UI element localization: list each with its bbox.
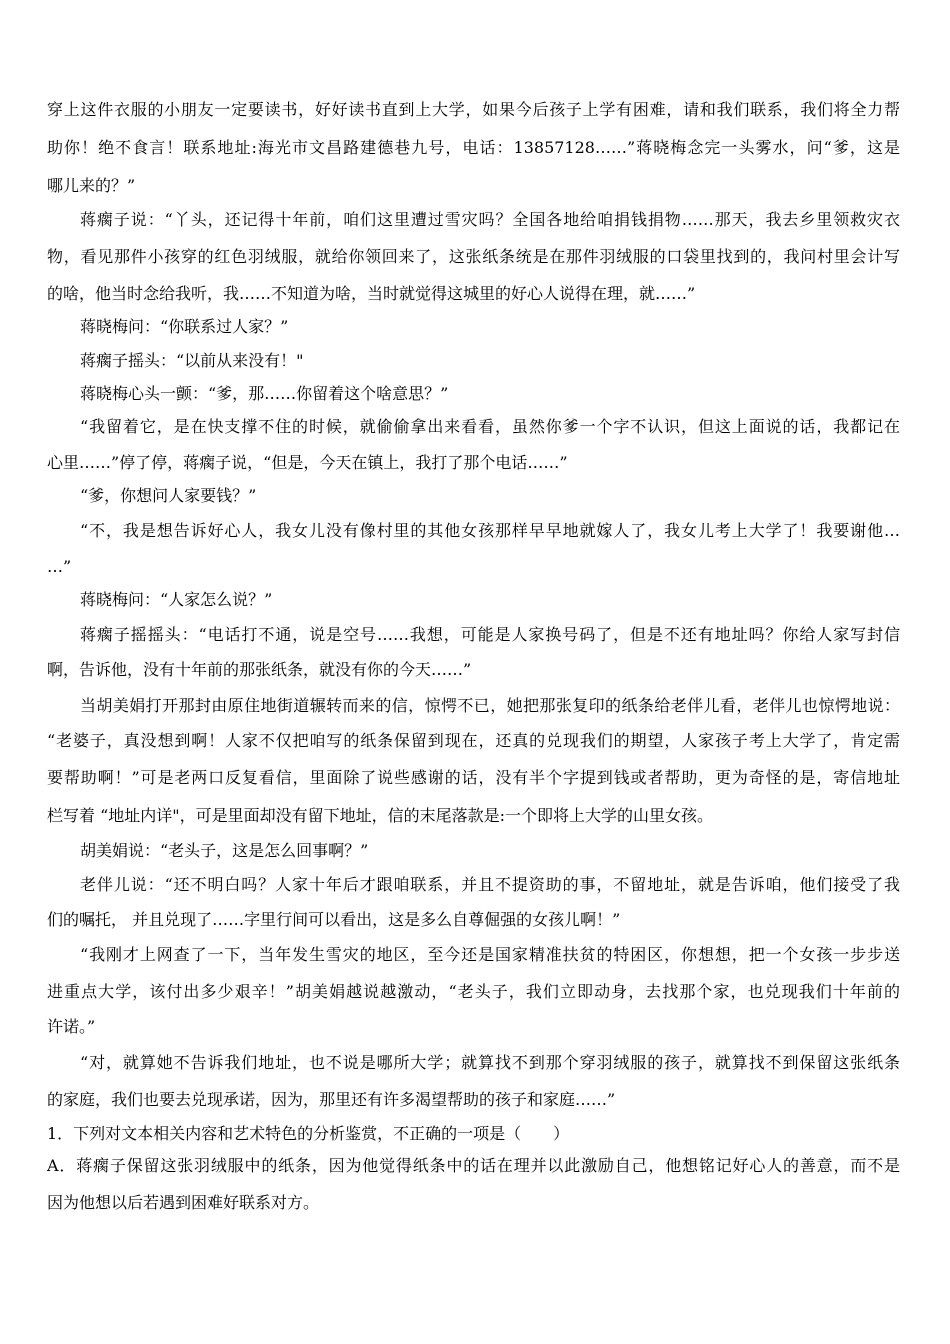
paragraph-line: 助你！绝不食言！联系地址:海光市文昌路建德巷九号，电话：13857128……”蒋晓梅念完一头雾水，问“爹，这是 — [47, 138, 900, 157]
question-text-line: 1．下列对文本相关内容和艺术特色的分析鉴赏，不正确的一项是（ ） — [47, 1124, 570, 1143]
paragraph-line: 穿上这件衣服的小朋友一定要读书，好好读书直到上大学，如果今后孩子上学有困难，请和我们联系，我们将全力帮 — [47, 100, 900, 119]
paragraph-line: “爹，你想问人家要钱？” — [80, 486, 257, 505]
paragraph-line: 许诺。” — [47, 1017, 96, 1036]
paragraph-line: 栏写着 “地址内详"，可是里面却没有留下地址，信的末尾落款是:一个即将上大学的山里女孩。 — [47, 806, 714, 825]
paragraph-line: 蒋晓梅问：“你联系过人家？” — [80, 317, 289, 336]
paragraph-line: 蒋瘸子摇头：“以前从来没有！" — [80, 351, 304, 370]
paragraph-line: “我刚才上网查了一下，当年发生雪灾的地区，至今还是国家精准扶贫的特困区，你想想，把一个女孩一步步送 — [80, 945, 900, 964]
paragraph-line: 蒋瘸子说：“丫头，还记得十年前，咱们这里遭过雪灾吗？全国各地给咱捐钱捐物……那天，我去乡里领救灾衣 — [80, 210, 900, 229]
paragraph-line: 蒋晓梅心头一颤：“爹，那……你留着这个啥意思？” — [80, 384, 449, 403]
paragraph-line: 哪儿来的？” — [47, 176, 136, 195]
paragraph-line: 们的嘱托， 并且兑现了……字里行间可以看出，这是多么自尊倔强的女孩儿啊！” — [47, 910, 621, 929]
paragraph-line: “我留着它，是在快支撑不住的时候，就偷偷拿出来看看，虽然你爹一个字不认识，但这上面说的话，我都记在 — [80, 417, 900, 436]
paragraph-line: 进重点大学，该付出多少艰辛！”胡美娟越说越激动，“老头子，我们立即动身，去找那个家，也兑现我们十年前的 — [47, 982, 900, 1001]
paragraph-line: 的啥，他当时念给我听，我……不知道为啥，当时就觉得这城里的好心人说得在理，就……” — [47, 284, 696, 303]
paragraph-line: …” — [47, 557, 72, 576]
paragraph-line: 胡美娟说：“老头子，这是怎么回事啊？” — [80, 841, 369, 860]
paragraph-line: 蒋晓梅问：“人家怎么说？” — [80, 590, 273, 609]
paragraph-line: “老婆子，真没想到啊！人家不仅把咱写的纸条保留到现在，还真的兑现我们的期望，人家孩子考上大学了，肯定需 — [47, 731, 900, 750]
paragraph-line: “对，就算她不告诉我们地址，也不说是哪所大学；就算找不到那个穿羽绒服的孩子，就算找不到保留这张纸条 — [80, 1053, 900, 1072]
paragraph-line: 当胡美娟打开那封由原住地街道辗转而来的信，惊愕不已，她把那张复印的纸条给老伴儿看，老伴儿也惊愕地说： — [80, 696, 900, 715]
question-text-line: 因为他想以后若遇到困难好联系对方。 — [47, 1193, 320, 1212]
paragraph-line: 心里……”停了停，蒋瘸子说，“但是，今天在镇上，我打了那个电话……” — [47, 453, 568, 472]
paragraph-line: 要帮助啊！”可是老两口反复看信，里面除了说些感谢的话，没有半个字提到钱或者帮助，更为奇怪的是，寄信地址 — [47, 768, 900, 787]
question-text-line: A．蒋瘸子保留这张羽绒服中的纸条，因为他觉得纸条中的话在理并以此激励自己，他想铭记好心人的善意，而不是 — [47, 1156, 900, 1175]
paragraph-line: 蒋瘸子摇摇头：“电话打不通，说是空号……我想，可能是人家换号码了，但是不还有地址吗？你给人家写封信 — [80, 625, 900, 644]
paragraph-line: 物，看见那件小孩穿的红色羽绒服，就给你领回来了，这张纸条统是在那件羽绒服的口袋里找到的，我问村里会计写 — [47, 247, 900, 266]
paragraph-line: 的家庭，我们也要去兑现承诺，因为，那里还有许多渴望帮助的孩子和家庭……” — [47, 1090, 616, 1109]
paragraph-line: 老伴儿说：“还不明白吗？人家十年后才跟咱联系，并且不提资助的事，不留地址，就是告诉咱，他们接受了我 — [80, 875, 900, 894]
paragraph-line: 啊，告诉他，没有十年前的那张纸条，就没有你的今天……” — [47, 660, 472, 679]
paragraph-line: “不，我是想告诉好心人，我女儿没有像村里的其他女孩那样早早地就嫁人了，我女儿考上大学了！我要谢他… — [80, 521, 900, 540]
